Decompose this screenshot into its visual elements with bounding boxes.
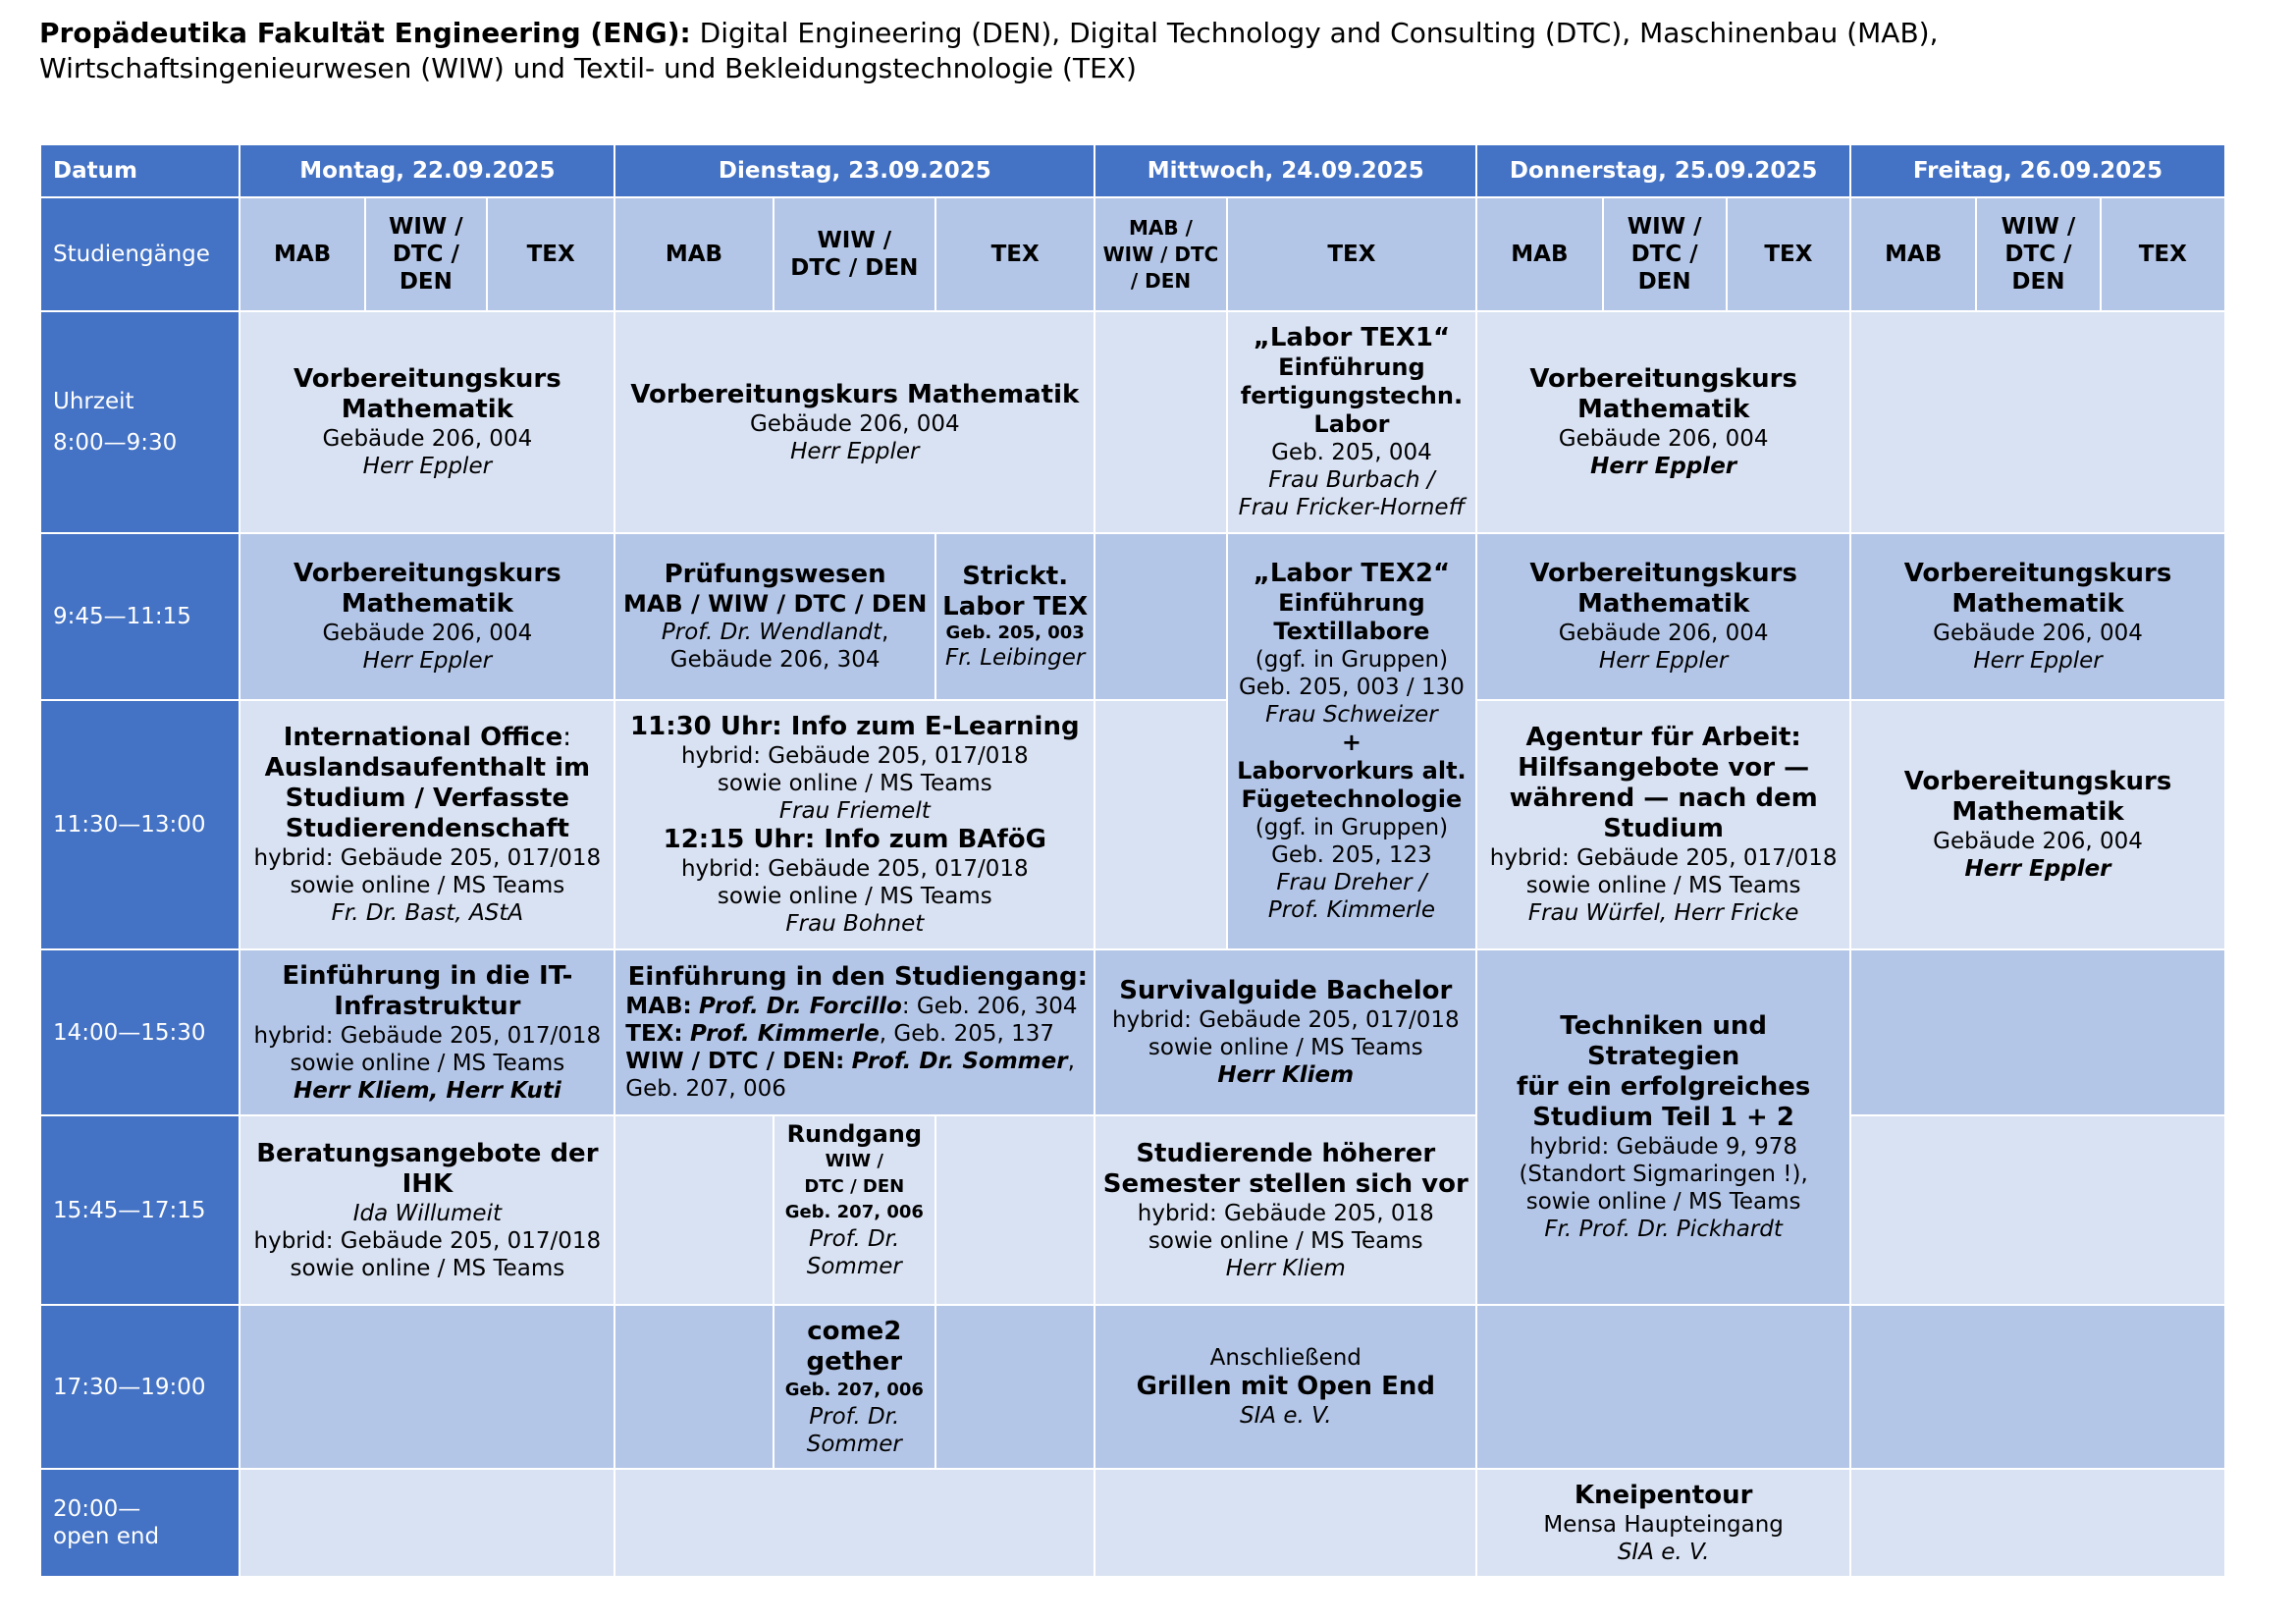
empty-tue-mab-6 bbox=[614, 1305, 773, 1469]
title-faculty: Propädeutika Fakultät Engineering (ENG): bbox=[39, 17, 691, 49]
empty-thu-6 bbox=[1476, 1305, 1850, 1469]
program-tex-mon: TEX bbox=[487, 197, 614, 311]
program-wiw-tue: WIW / DTC / DEN bbox=[774, 197, 935, 311]
empty-fri-1 bbox=[1850, 311, 2225, 533]
event-fri-3: Vorbereitungskurs Mathematik Gebäude 206, 004 Herr Eppler bbox=[1850, 700, 2225, 949]
event-tue-come2gether: come2 gether Geb. 207, 006 Prof. Dr. Sommer bbox=[774, 1305, 935, 1469]
program-wiw-thu: WIW / DTC / DEN bbox=[1603, 197, 1727, 311]
time-row-6 bbox=[40, 1305, 2225, 1469]
time-label-7: 20:00— open end bbox=[40, 1469, 240, 1577]
time-label-3: 11:30—13:00 bbox=[40, 700, 240, 949]
event-thu-4: Techniken und Strategien für ein erfolgreiches Studium Teil 1 + 2 hybrid: Gebäude 9, 978 (Standort Sigmaringen !), sowie online / MS Teams Fr. Prof. Dr. Pickhardt bbox=[1476, 949, 1850, 1305]
empty-fri-6 bbox=[1850, 1305, 2225, 1469]
program-tex-fri: TEX bbox=[2101, 197, 2225, 311]
event-mon-5: Beratungsangebote der IHK Ida Willumeit hybrid: Gebäude 205, 017/018 sowie online / MS Teams bbox=[240, 1115, 614, 1305]
empty-fri-7 bbox=[1850, 1469, 2225, 1577]
empty-fri-4 bbox=[1850, 949, 2225, 1115]
time-label-5: 15:45—17:15 bbox=[40, 1115, 240, 1305]
time-label-2: 9:45—11:15 bbox=[40, 533, 240, 700]
event-thu-1: Vorbereitungskurs Mathematik Gebäude 206, 004 Herr Eppler bbox=[1476, 311, 1850, 533]
time-row-4 bbox=[40, 949, 2225, 1115]
empty-tue-tex-6 bbox=[935, 1305, 1095, 1469]
event-thu-3: Agentur für Arbeit: Hilfsangebote vor — während — nach dem Studium hybrid: Gebäude 205, 017/018 sowie online / MS Teams Frau Würfel, Herr Fricke bbox=[1476, 700, 1850, 949]
event-tue-pruefungswesen: Prüfungswesen MAB / WIW / DTC / DEN Prof. Dr. Wendlandt, Gebäude 206, 304 bbox=[614, 533, 935, 700]
title-programs: Digital Engineering (DEN), Digital Technology and Consulting (DTC), Maschinenbau (MAB), Wirtschaftsingenieurwesen (WIW) und Textil- und Bekleidungstechnologie (TEX) bbox=[39, 17, 1939, 84]
empty-mon-7 bbox=[240, 1469, 614, 1577]
time-row-7 bbox=[40, 1469, 2225, 1577]
event-mon-2: Vorbereitungskurs Mathematik Gebäude 206, 004 Herr Eppler bbox=[240, 533, 614, 700]
empty-mon-6 bbox=[240, 1305, 614, 1469]
schedule-table bbox=[39, 143, 2226, 1578]
event-tue-4: Einführung in den Studiengang: MAB: Prof. Dr. Forcillo: Geb. 206, 304 TEX: Prof. Kimmerle, Geb. 205, 137 WIW / DTC / DEN: Prof. Dr. Sommer, Geb. 207, 006 bbox=[614, 949, 1095, 1115]
program-tex-wed: TEX bbox=[1227, 197, 1477, 311]
time-row-1 bbox=[40, 311, 2225, 533]
time-row-5 bbox=[40, 1115, 2225, 1305]
program-tex-tue: TEX bbox=[935, 197, 1095, 311]
time-row-2 bbox=[40, 533, 2225, 700]
empty-tue-tex-5 bbox=[935, 1115, 1095, 1305]
event-wed-tex-2: „Labor TEX2“ Einführung Textillabore (ggf. in Gruppen) Geb. 205, 003 / 130 Frau Schweizer + Laborvorkurs alt. Fügetechnologie (ggf. in Gruppen) Geb. 205, 123 Frau Dreher / Prof. Kimmerle bbox=[1227, 533, 1477, 949]
program-wiw-fri: WIW / DTC / DEN bbox=[1976, 197, 2100, 311]
header-studiengaenge: Studiengänge bbox=[40, 197, 240, 311]
event-mon-1: Vorbereitungskurs Mathematik Gebäude 206, 004 Herr Eppler bbox=[240, 311, 614, 533]
program-mab-thu: MAB bbox=[1476, 197, 1602, 311]
header-day-tuesday: Dienstag, 23.09.2025 bbox=[614, 144, 1095, 197]
event-mon-3: International Office: Auslandsaufenthalt im Studium / Verfasste Studierendenschaft hybrid: Gebäude 205, 017/018 sowie online / MS Teams Fr. Dr. Bast, AStA bbox=[240, 700, 614, 949]
header-row-programs bbox=[40, 197, 2225, 311]
header-row-days bbox=[40, 144, 2225, 197]
header-day-wednesday: Mittwoch, 24.09.2025 bbox=[1095, 144, 1476, 197]
event-wed-6: Anschließend Grillen mit Open End SIA e. V. bbox=[1095, 1305, 1476, 1469]
program-mab-tue: MAB bbox=[614, 197, 773, 311]
time-row-3 bbox=[40, 700, 2225, 949]
event-wed-5: Studierende höherer Semester stellen sich vor hybrid: Gebäude 205, 018 sowie online / MS Teams Herr Kliem bbox=[1095, 1115, 1476, 1305]
event-tue-strickt-labor: Strickt. Labor TEX Geb. 205, 003 Fr. Leibinger bbox=[935, 533, 1095, 700]
program-mab-wiw-wed: MAB / WIW / DTC / DEN bbox=[1095, 197, 1226, 311]
empty-wed-mab-3 bbox=[1095, 700, 1226, 949]
empty-tue-7 bbox=[614, 1469, 1095, 1577]
event-wed-4: Survivalguide Bachelor hybrid: Gebäude 205, 017/018 sowie online / MS Teams Herr Kliem bbox=[1095, 949, 1476, 1115]
event-wed-tex-1: „Labor TEX1“ Einführung fertigungstechn. Labor Geb. 205, 004 Frau Burbach / Frau Fricker-Horneff bbox=[1227, 311, 1477, 533]
event-thu-2: Vorbereitungskurs Mathematik Gebäude 206, 004 Herr Eppler bbox=[1476, 533, 1850, 700]
program-mab-fri: MAB bbox=[1850, 197, 1976, 311]
empty-wed-7 bbox=[1095, 1469, 1476, 1577]
header-datum: Datum bbox=[40, 144, 240, 197]
time-label-1: Uhrzeit 8:00—9:30 bbox=[40, 311, 240, 533]
header-day-monday: Montag, 22.09.2025 bbox=[240, 144, 614, 197]
event-fri-2: Vorbereitungskurs Mathematik Gebäude 206, 004 Herr Eppler bbox=[1850, 533, 2225, 700]
program-wiw-mon: WIW / DTC / DEN bbox=[365, 197, 487, 311]
program-tex-thu: TEX bbox=[1727, 197, 1850, 311]
event-tue-3: 11:30 Uhr: Info zum E-Learning hybrid: Gebäude 205, 017/018 sowie online / MS Teams Frau Friemelt 12:15 Uhr: Info zum BAföG hybrid: Gebäude 205, 017/018 sowie online / MS Teams Frau Bohnet bbox=[614, 700, 1095, 949]
empty-wed-mab-1 bbox=[1095, 311, 1226, 533]
page-title bbox=[39, 16, 2238, 86]
empty-fri-5 bbox=[1850, 1115, 2225, 1305]
empty-tue-mab-5 bbox=[614, 1115, 773, 1305]
header-day-friday: Freitag, 26.09.2025 bbox=[1850, 144, 2225, 197]
empty-wed-mab-2 bbox=[1095, 533, 1226, 700]
header-day-thursday: Donnerstag, 25.09.2025 bbox=[1476, 144, 1850, 197]
event-tue-rundgang: Rundgang WIW / DTC / DEN Geb. 207, 006 Prof. Dr. Sommer bbox=[774, 1115, 935, 1305]
event-mon-4: Einführung in die IT- Infrastruktur hybrid: Gebäude 205, 017/018 sowie online / MS Teams Herr Kliem, Herr Kuti bbox=[240, 949, 614, 1115]
event-tue-1: Vorbereitungskurs Mathematik Gebäude 206, 004 Herr Eppler bbox=[614, 311, 1095, 533]
program-mab-mon: MAB bbox=[240, 197, 364, 311]
event-thu-7: Kneipentour Mensa Haupteingang SIA e. V. bbox=[1476, 1469, 1850, 1577]
time-label-4: 14:00—15:30 bbox=[40, 949, 240, 1115]
time-label-6: 17:30—19:00 bbox=[40, 1305, 240, 1469]
